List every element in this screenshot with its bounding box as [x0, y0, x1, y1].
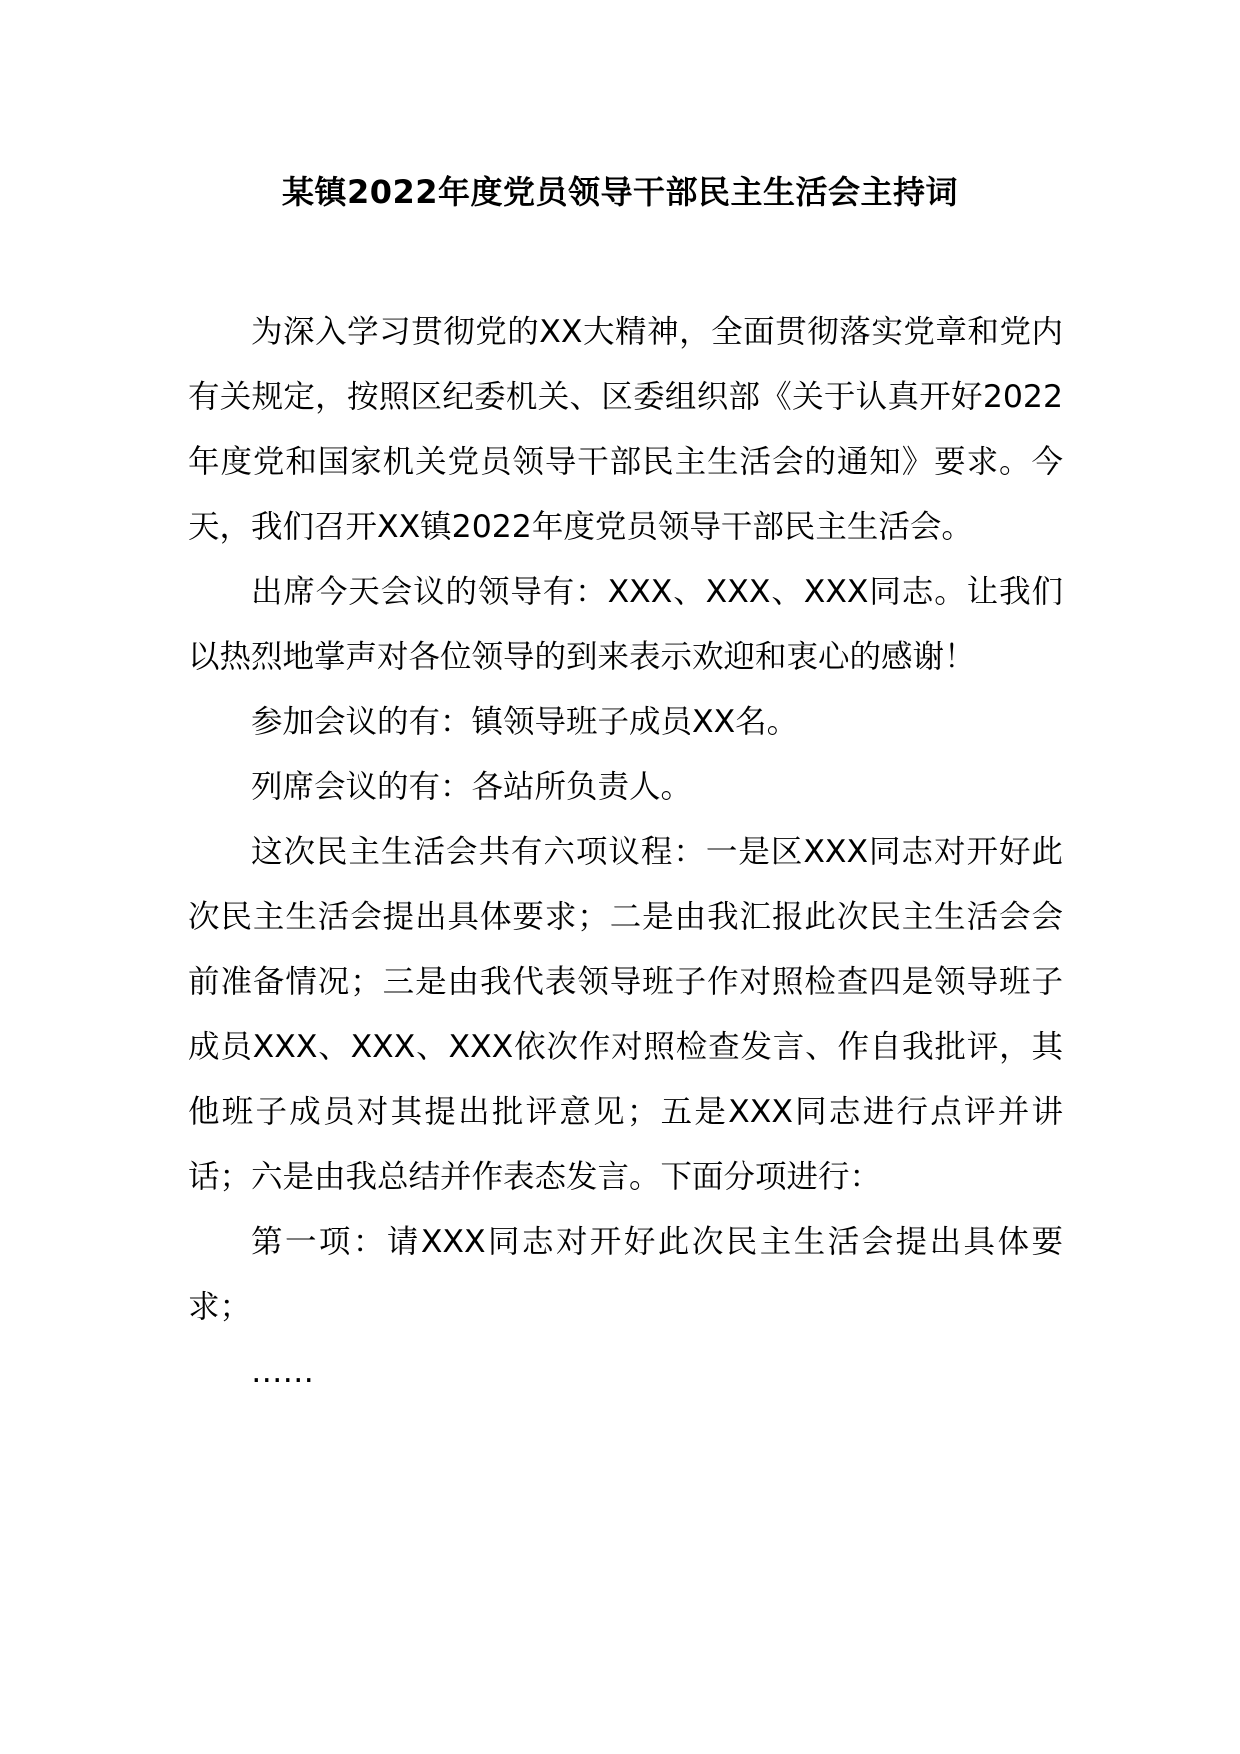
paragraph-agenda: 这次民主生活会共有六项议程：一是区XXX同志对开好此次民主生活会提出具体要求；二是由我汇报此次民主生活会会前准备情况；三是由我代表领导班子作对照检查四是领导班子成员XXX、XXX、XXX依次作对照检查发言、作自我批评，其他班子成员对其提出批评意见；五是XXX同志进行点评并讲话；六是由我总结并作表态发言。下面分项进行： [188, 834, 1063, 1195]
paragraph-first-item: 第一项：请XXX同志对开好此次民主生活会提出具体要求； [188, 1224, 1063, 1325]
paragraph-participants: 参加会议的有：镇领导班子成员XX名。 [251, 704, 799, 740]
paragraph-ellipsis: …… [251, 1354, 314, 1390]
document-body [188, 300, 1063, 1405]
paragraph-attending-leaders: 出席今天会议的领导有：XXX、XXX、XXX同志。让我们以热烈地掌声对各位领导的到来表示欢迎和衷心的感谢！ [188, 574, 1063, 675]
document-title: 某镇2022年度党员领导干部民主生活会主持词 [281, 173, 959, 211]
paragraph-observers: 列席会议的有：各站所负责人。 [251, 769, 693, 805]
paragraph-intro: 为深入学习贯彻党的XX大精神，全面贯彻落实党章和党内有关规定，按照区纪委机关、区委组织部《关于认真开好2022年度党和国家机关党员领导干部民主生活会的通知》要求。今天，我们召开XX镇2022年度党员领导干部民主生活会。 [188, 314, 1063, 545]
